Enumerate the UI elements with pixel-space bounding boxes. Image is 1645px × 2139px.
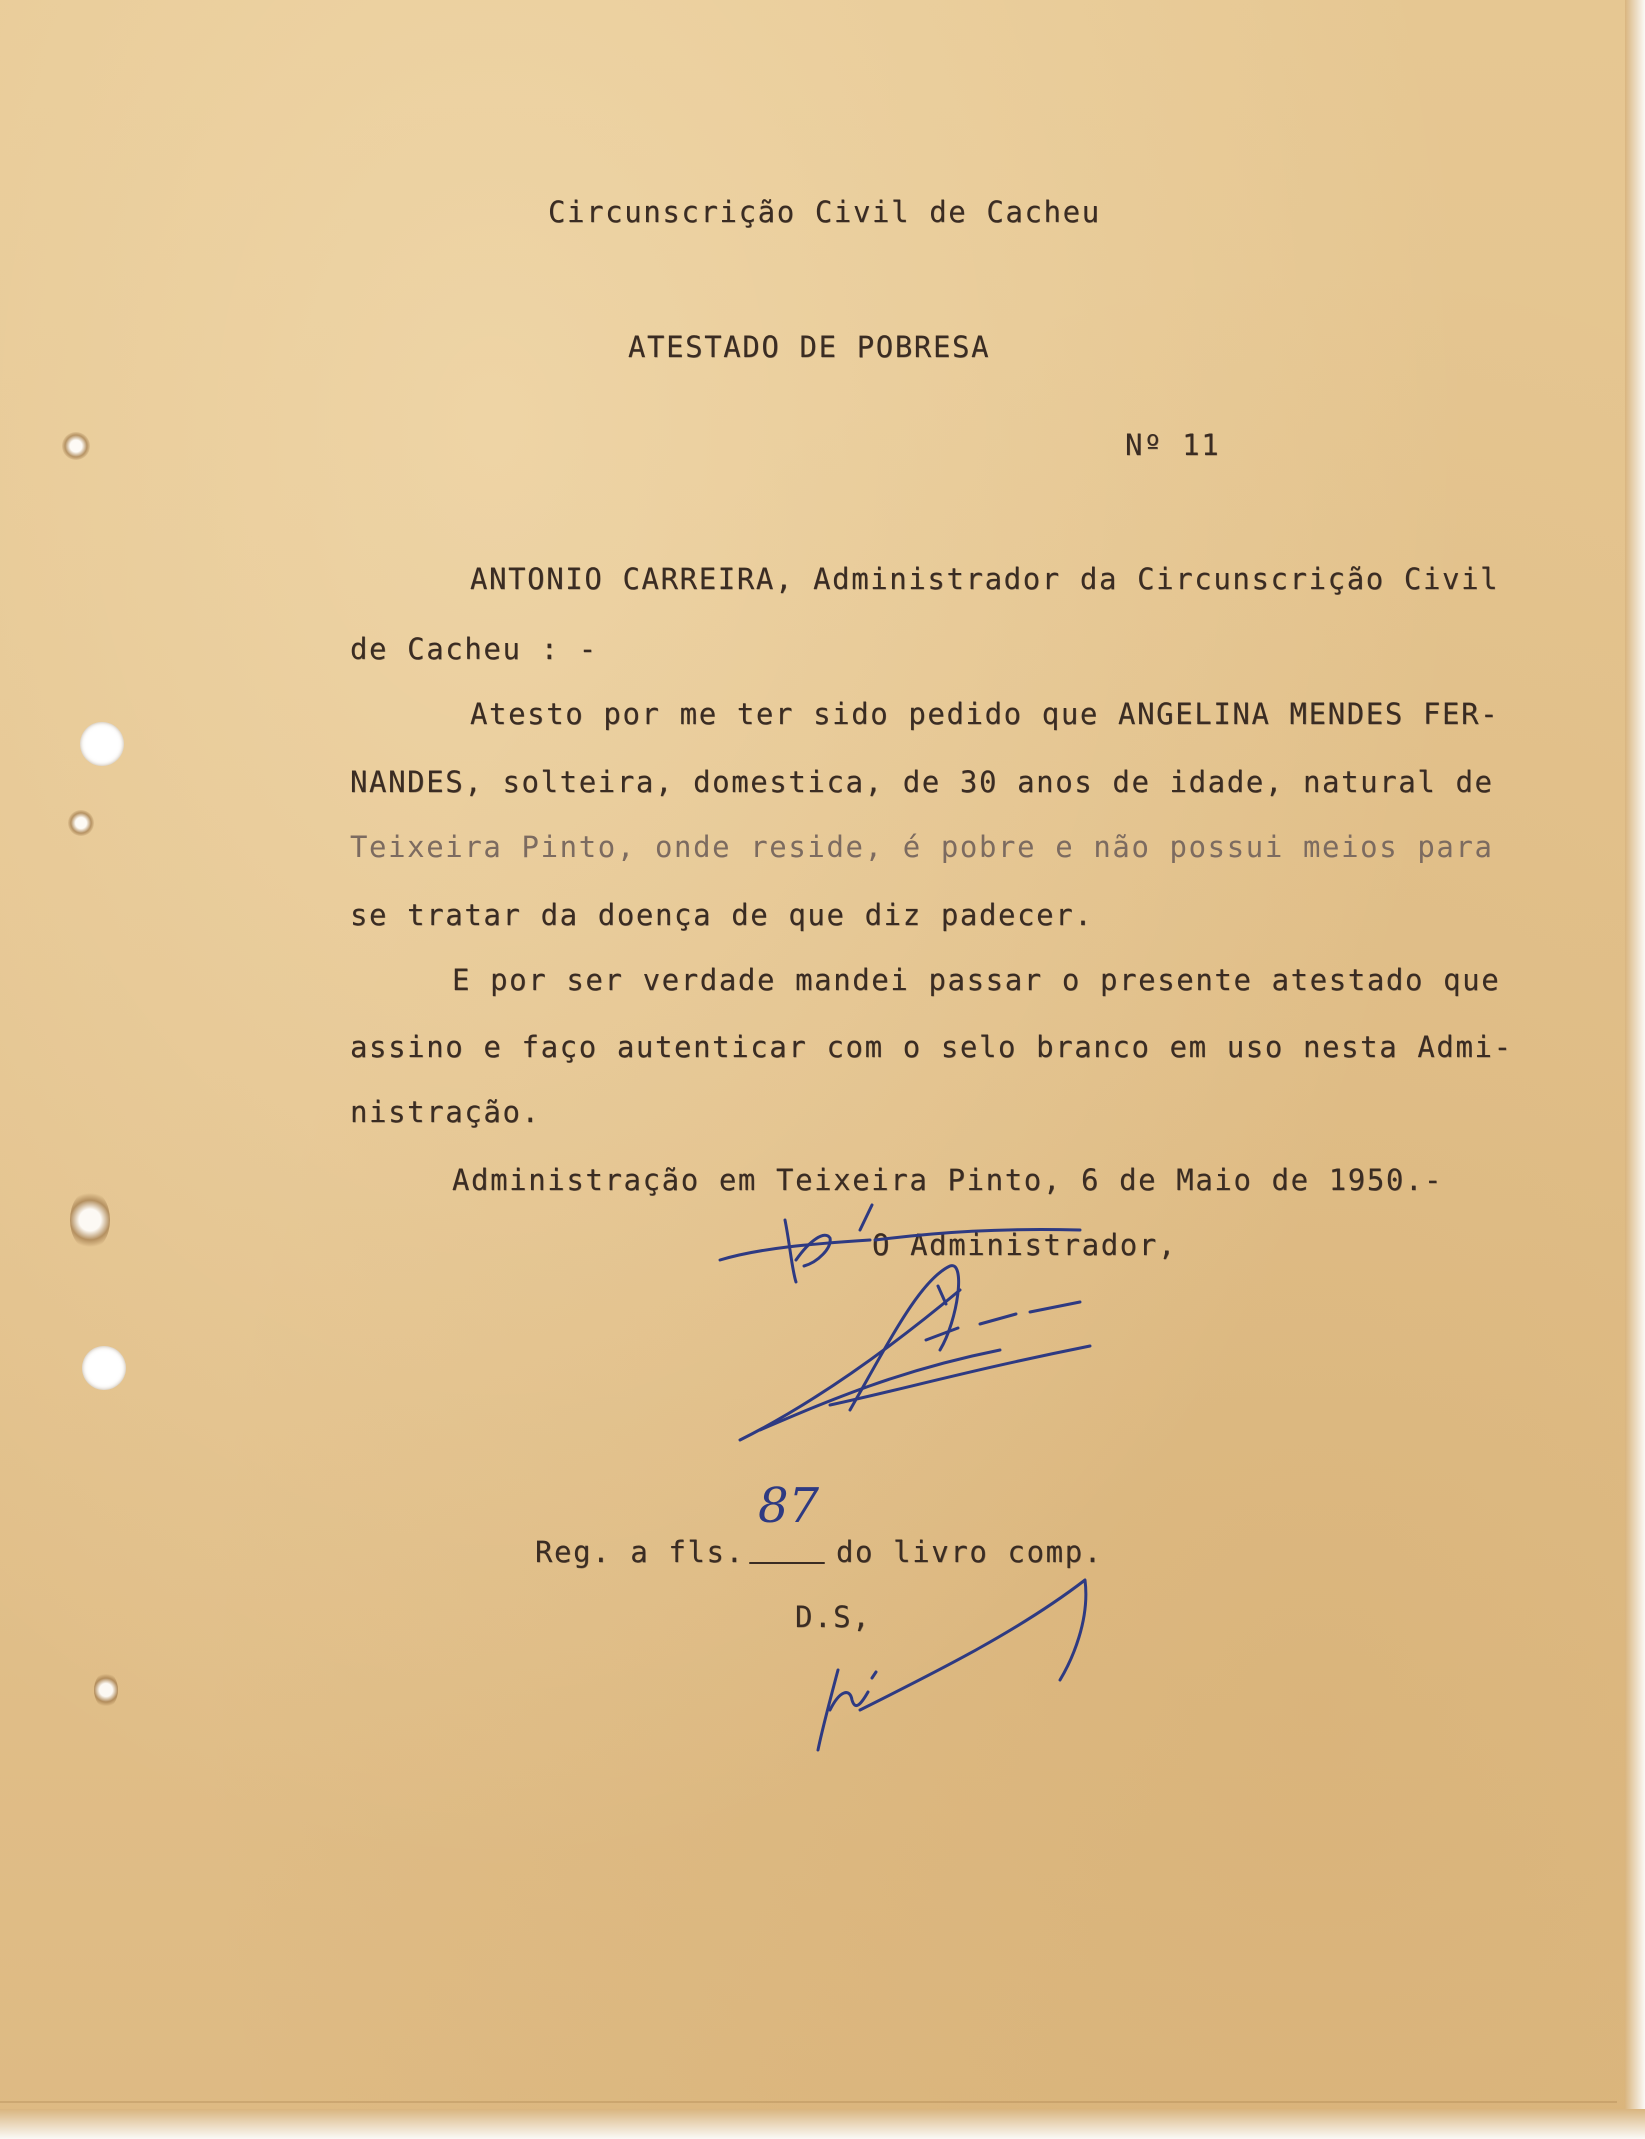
punch-hole-upper <box>80 722 124 766</box>
body-line: de Cacheu : - <box>350 632 598 666</box>
body-line: ANTONIO CARREIRA, Administrador da Circunscrição Civil <box>470 562 1500 596</box>
registry-prefix: Reg. a fls. <box>535 1535 745 1569</box>
circunscricao-heading: Circunscrição Civil de Cacheu <box>548 195 1101 229</box>
ds-initials: D.S, <box>795 1600 872 1634</box>
paper-edge <box>0 2101 1617 2103</box>
signatory-title: O Administrador, <box>872 1228 1177 1262</box>
punch-hole-lower <box>82 1346 126 1390</box>
scan-margin-bottom <box>0 2109 1645 2139</box>
tack-hole-mark <box>68 810 94 836</box>
administrator-signature <box>700 1200 1100 1480</box>
body-line: se tratar da doença de que diz padecer. <box>350 898 1094 932</box>
body-line: NANDES, solteira, domestica, de 30 anos de idade, natural de <box>350 765 1494 799</box>
body-line: Atesto por me ter sido pedido que ANGELINA MENDES FER- <box>470 697 1500 731</box>
torn-paper-mark <box>70 1190 110 1250</box>
registry-folio-number: 87 <box>758 1478 820 1534</box>
scan-margin-right <box>1625 0 1645 2139</box>
body-line: nistração. <box>350 1095 541 1129</box>
registry-suffix: do livro comp. <box>836 1535 1103 1569</box>
body-line: assino e faço autenticar com o selo branco em uso nesta Admi- <box>350 1030 1513 1064</box>
document-title: ATESTADO DE POBRESA <box>628 330 991 364</box>
tack-hole-mark <box>94 1672 118 1708</box>
body-line: Teixeira Pinto, onde reside, é pobre e não possui meios para <box>350 830 1494 864</box>
body-line: E por ser verdade mandei passar o presente atestado que <box>452 963 1501 997</box>
tack-hole-mark <box>62 432 90 460</box>
ds-signature <box>760 1560 1120 1760</box>
place-and-date: Administração em Teixeira Pinto, 6 de Maio de 1950.- <box>452 1163 1444 1197</box>
document-number: Nº 11 <box>1125 428 1221 462</box>
